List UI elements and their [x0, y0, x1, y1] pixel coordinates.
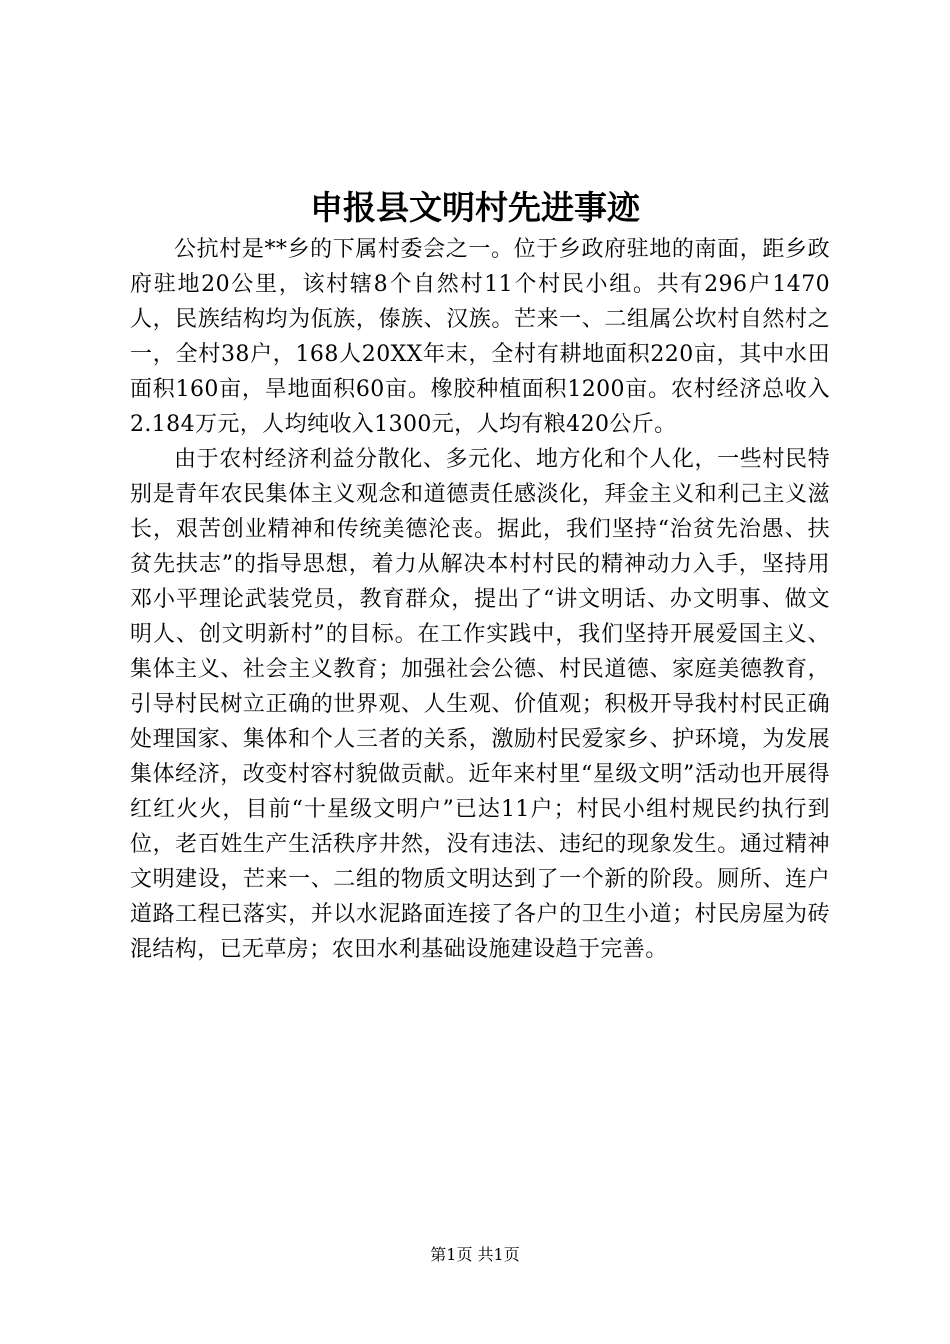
document-body: [130, 232, 830, 967]
paragraph-village-overview: 公抗村是**乡的下属村委会之一。位于乡政府驻地的南面，距乡政府驻地20公里，该村辖8个自然村11个村民小组。共有296户1470人，民族结构均为佤族，傣族、汉族。芒来一、二组属公坎村自然村之一，全村38户，168人20XX年末，全村有耕地面积220亩，其中水田面积160亩，旱地面积60亩。橡胶种植面积1200亩。农村经济总收入2.184万元，人均纯收入1300元，人均有粮420公斤。: [130, 237, 830, 437]
document-title: 申报县文明村先进事迹: [310, 188, 640, 227]
page-number-footer: 第1页 共1页: [430, 1245, 520, 1264]
paragraph-civilization-work: 由于农村经济利益分散化、多元化、地方化和个人化，一些村民特别是青年农民集体主义观念和道德责任感淡化，拜金主义和利己主义滋长，艰苦创业精神和传统美德沦丧。据此，我们坚持“治贫先治愚、扶贫先扶志”的指导思想，着力从解决本村村民的精神动力入手，坚持用邓小平理论武装党员，教育群众，提出了“讲文明话、办文明事、做文明人、创文明新村”的目标。在工作实践中，我们坚持开展爱国主义、集体主义、社会主义教育；加强社会公德、村民道德、家庭美德教育，引导村民树立正确的世界观、人生观、价值观；积极开导我村村民正确处理国家、集体和个人三者的关系，激励村民爱家乡、护环境，为发展集体经济，改变村容村貌做贡献。近年来村里“星级文明”活动也开展得红红火火，目前“十星级文明户”已达11户；村民小组村规民约执行到位，老百姓生产生活秩序井然，没有违法、违纪的现象发生。通过精神文明建设，芒来一、二组的物质文明达到了一个新的阶段。厕所、连户道路工程已落实，并以水泥路面连接了各户的卫生小道；村民房屋为砖混结构，已无草房；农田水利基础设施建设趋于完善。: [130, 447, 830, 962]
